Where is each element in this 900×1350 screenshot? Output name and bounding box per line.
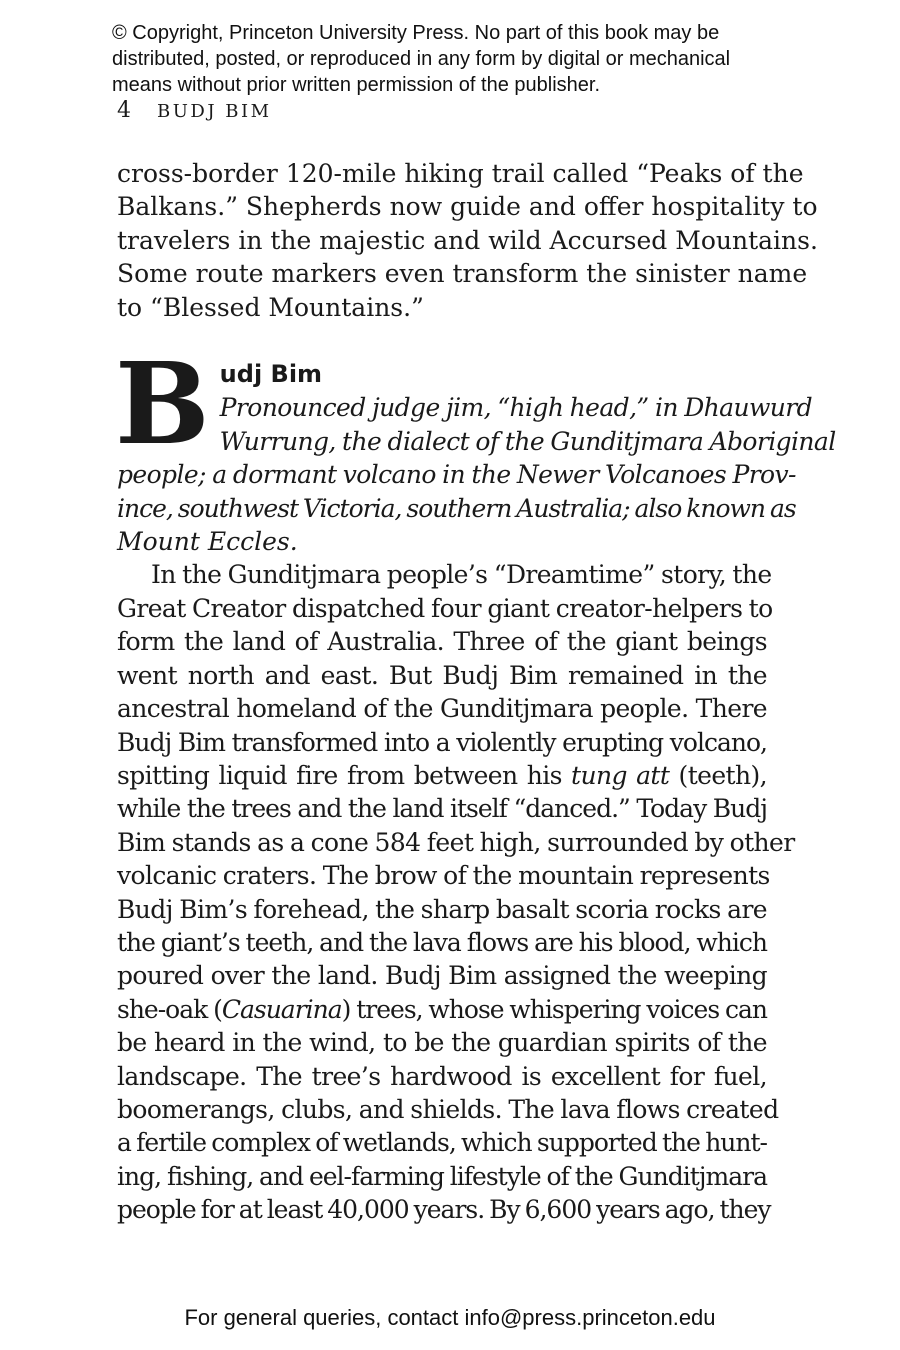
text-line: [117, 759, 767, 792]
contact-footer: For general queries, contact info@press.princeton.edu: [184, 1305, 716, 1330]
text-run: spitting liquid fire from between his: [117, 760, 572, 790]
pronunciation-line: Mount Eccles.: [117, 527, 298, 557]
running-head: [117, 97, 272, 126]
page-number: 4: [117, 98, 131, 123]
text-run: (teeth),: [669, 760, 767, 790]
entry-title-text: udj Bim: [219, 360, 323, 389]
text-line: Budj Bim transformed into a violently erupting volcano,: [117, 727, 767, 757]
copyright-line: distributed, posted, or reproduced in any form by digital or mechanical: [112, 48, 731, 70]
pronunciation-line: Wurrung, the dialect of the Gunditjmara Aboriginal: [219, 426, 836, 456]
text-run: she-oak (: [117, 994, 222, 1024]
text-line: In the Gunditjmara people’s “Dreamtime” story, the: [151, 560, 772, 590]
entry-budj-bim: [115, 339, 836, 1227]
text-line: Bim stands as a cone 584 feet high, surrounded by other: [117, 827, 795, 857]
pronunciation-line: Pronounced judge jim, “high head,” in Dhauwurd: [219, 393, 812, 423]
text-line: ancestral homeland of the Gunditjmara people. There: [117, 694, 767, 724]
text-line: a fertile complex of wetlands, which supported the hunt-: [117, 1128, 767, 1158]
text-line: Budj Bim’s forehead, the sharp basalt scoria rocks are: [117, 894, 767, 924]
intro-paragraph: [117, 157, 818, 324]
text-line: while the trees and the land itself “danced.” Today Budj: [117, 794, 767, 824]
text-line: ing, fishing, and eel-farming lifestyle of the Gunditjmara: [117, 1161, 767, 1191]
copyright-line: means without prior written permission of the publisher.: [112, 74, 601, 96]
page-body: [115, 157, 836, 1227]
text-run: ) trees, whose whispering voices can: [341, 994, 767, 1024]
text-line: volcanic craters. The brow of the mountain represents: [117, 861, 770, 891]
text-line: landscape. The tree’s hardwood is excellent for fuel,: [117, 1061, 767, 1091]
entry-title: [117, 357, 767, 391]
pronunciation-line: ince, southwest Victoria, southern Australia; also known as: [117, 493, 796, 523]
text-line: Balkans.” Shepherds now guide and offer hospitality to: [117, 192, 818, 222]
pronunciation-line: people; a dormant volcano in the Newer Volcanoes Prov-: [117, 460, 796, 490]
text-line: Great Creator dispatched four giant creator-helpers to: [117, 593, 773, 623]
text-line: travelers in the majestic and wild Accursed Mountains.: [117, 225, 818, 255]
text-line: be heard in the wind, to be the guardian spirits of the: [117, 1028, 767, 1058]
running-head-title: BUDJ BIM: [157, 101, 272, 122]
text-line: poured over the land. Budj Bim assigned the weeping: [117, 961, 767, 991]
text-line: to “Blessed Mountains.”: [117, 292, 424, 322]
copyright-line: © Copyright, Princeton University Press. No part of this book may be: [112, 22, 720, 44]
text-line: the giant’s teeth, and the lava flows are his blood, which: [117, 927, 767, 957]
italic-term: tung att: [571, 760, 670, 790]
text-line: went north and east. But Budj Bim remained in the: [117, 660, 767, 690]
copyright-notice: [112, 20, 812, 98]
text-line: Some route markers even transform the sinister name: [117, 259, 808, 289]
text-line: cross-border 120-mile hiking trail called “Peaks of the: [117, 159, 804, 188]
italic-term: Casuarina: [221, 994, 342, 1024]
text-line: boomerangs, clubs, and shields. The lava flows created: [117, 1094, 779, 1124]
drop-cap: B: [115, 339, 210, 471]
text-line: form the land of Australia. Three of the giant beings: [117, 627, 767, 657]
text-line: [117, 993, 767, 1026]
text-line: people for at least 40,000 years. By 6,600 years ago, they: [117, 1195, 771, 1225]
